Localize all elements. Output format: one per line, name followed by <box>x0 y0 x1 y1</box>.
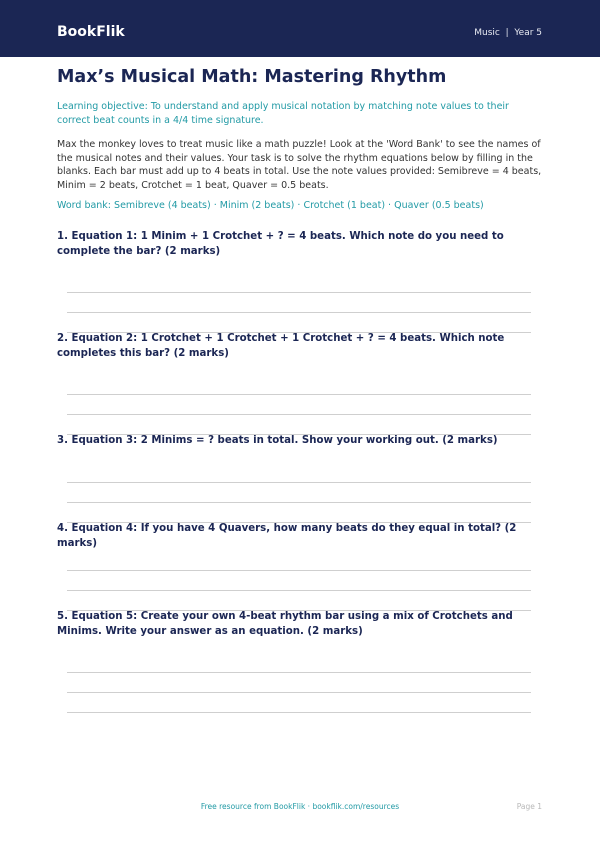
question-2: 2. Equation 2: 1 Crotchet + 1 Crotchet + 1 Crotchet + ? = 4 beats. Which note completes this bar? (2 marks) <box>57 333 505 359</box>
answer-line[interactable] <box>67 590 531 591</box>
question-1: 1. Equation 1: 1 Minim + 1 Crotchet + ? = 4 beats. Which note do you need to complete the bar? (2 marks) <box>57 231 504 257</box>
subject-year-label: Music | Year 5 <box>474 28 542 38</box>
question-3: 3. Equation 3: 2 Minims = ? beats in total. Show your working out. (2 marks) <box>57 435 498 446</box>
answer-line[interactable] <box>67 502 531 503</box>
answer-line[interactable] <box>67 292 531 293</box>
answer-line[interactable] <box>67 692 531 693</box>
answer-line[interactable] <box>67 570 531 571</box>
answer-line[interactable] <box>67 672 531 673</box>
intro-paragraph: Max the monkey loves to treat music like a math puzzle! Look at the 'Word Bank' to see the names of the musical notes and their values. Your task is to solve the rhythm equations below by filling in the blanks. Each bar must add up to 4 beats in total. Use the note values provided: Semibreve = 4 beats, Minim = 2 beats, Crotchet = 1 beat, Quaver = 0.5 beats. <box>57 139 542 191</box>
footer-credit-link[interactable]: Free resource from BookFlik · bookflik.com/resources <box>200 802 400 811</box>
answer-line[interactable] <box>67 712 531 713</box>
answer-line[interactable] <box>67 312 531 313</box>
answer-line[interactable] <box>67 394 531 395</box>
learning-objective: Learning objective: To understand and apply musical notation by matching note values to their correct beat counts in a 4/4 time signature. <box>57 101 509 126</box>
answer-line[interactable] <box>67 414 531 415</box>
worksheet-title: Max’s Musical Math: Mastering Rhythm <box>57 67 447 87</box>
brand-logo-text[interactable]: BookFlik <box>57 24 125 40</box>
header-bar <box>0 0 600 57</box>
question-5: 5. Equation 5: Create your own 4-beat rhythm bar using a mix of Crotchets and Minims. Write your answer as an equation. (2 marks) <box>57 611 513 637</box>
question-4: 4. Equation 4: If you have 4 Quavers, how many beats do they equal in total? (2 marks) <box>57 523 517 549</box>
page-number: Page 1 <box>516 802 542 811</box>
answer-line[interactable] <box>67 482 531 483</box>
word-bank: Word bank: Semibreve (4 beats) · Minim (2 beats) · Crotchet (1 beat) · Quaver (0.5 beats) <box>57 200 484 211</box>
